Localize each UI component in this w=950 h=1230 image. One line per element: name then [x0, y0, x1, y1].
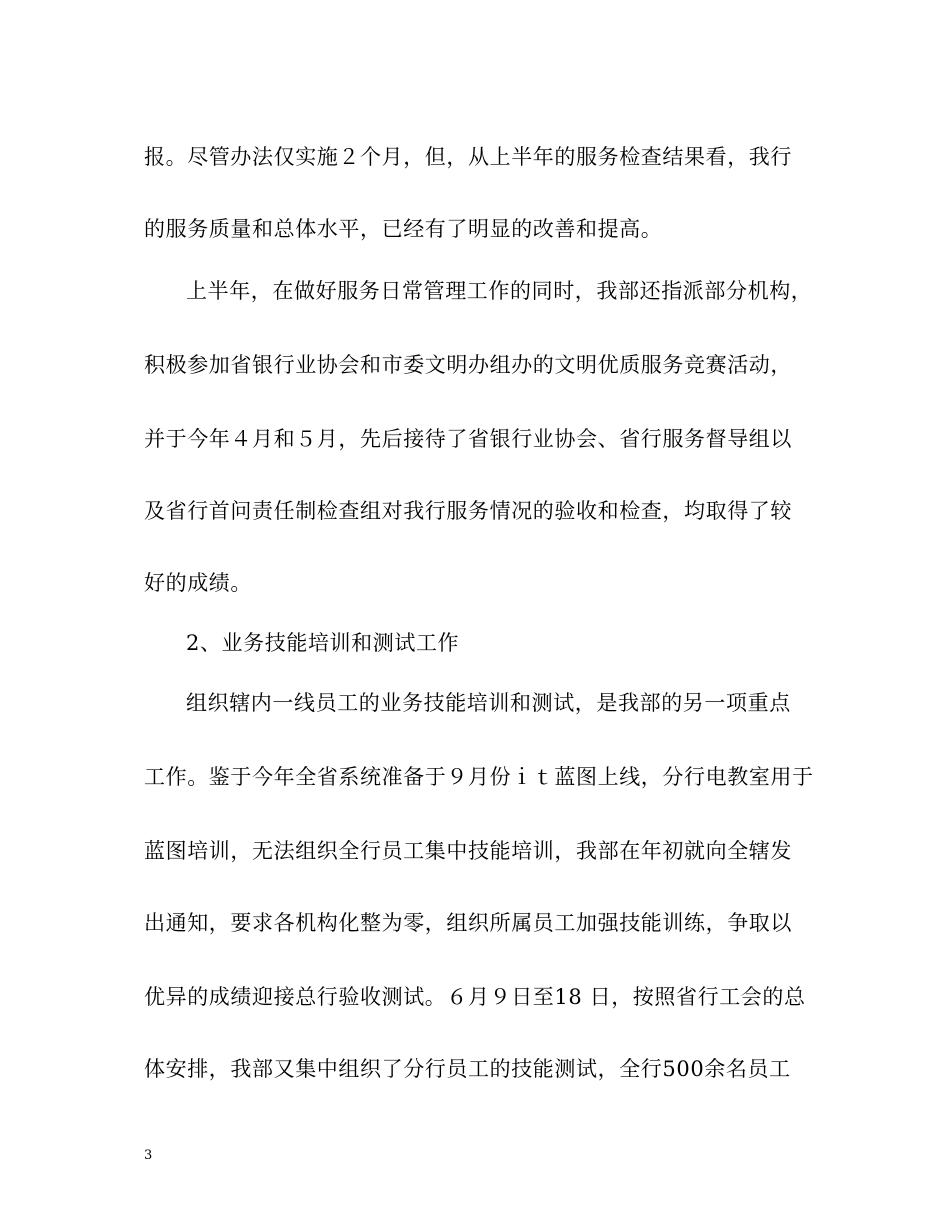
- paragraph-line-1: 报。尽管办法仅实施２个月，但，从上半年的服务检查结果看，我行: [144, 145, 792, 169]
- paragraph-line-10: 蓝图培训，无法组织全行员工集中技能培训，我部在年初就向全辖发: [144, 839, 792, 863]
- paragraph-line-13: 体安排，我部又集中组织了分行员工的技能测试，全行500余名员工: [144, 1057, 791, 1081]
- paragraph-line-11: 出通知，要求各机构化整为零，组织所属员工加强技能训练，争取以: [144, 911, 792, 935]
- paragraph-line-4: 积极参加省银行业协会和市委文明办组办的文明优质服务竞赛活动，: [144, 353, 792, 377]
- section-heading: 2、业务技能培训和测试工作: [186, 631, 460, 655]
- page-number: 3: [144, 1148, 153, 1163]
- paragraph-line-7: 好的成绩。: [144, 571, 252, 595]
- paragraph-line-9: 工作。鉴于今年全省系统准备于９月份ｉｔ蓝图上线，分行电教室用于: [144, 765, 814, 789]
- paragraph-line-2: 的服务质量和总体水平，已经有了明显的改善和提高。: [144, 217, 663, 241]
- paragraph-line-8: 组织辖内一线员工的业务技能培训和测试，是我部的另一项重点: [186, 691, 791, 715]
- paragraph-line-12: 优异的成绩迎接总行验收测试。６月９日至18 日，按照省行工会的总: [144, 985, 806, 1009]
- paragraph-line-5: 并于今年４月和５月，先后接待了省银行业协会、省行服务督导组以: [144, 427, 792, 451]
- paragraph-line-6: 及省行首问责任制检查组对我行服务情况的验收和检查，均取得了较: [144, 499, 792, 523]
- paragraph-line-3: 上半年，在做好服务日常管理工作的同时，我部还指派部分机构，: [186, 279, 813, 303]
